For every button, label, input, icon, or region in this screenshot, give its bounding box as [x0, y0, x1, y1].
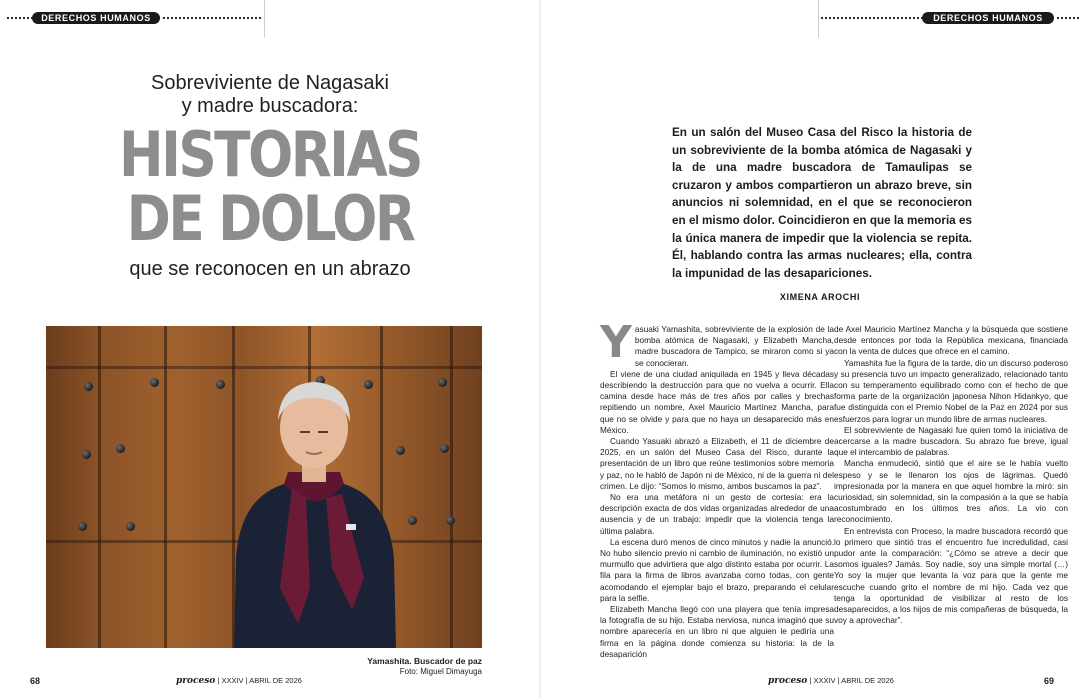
- drop-cap: Y: [600, 317, 632, 368]
- paragraph: Yamashita fue la figura de la tarde, dio un discurso poderoso y su presencia tuvo un impacto generalizado, relacionado tanto con su temperamento equilibrado como con el hecho de que forma parte de la organización japonesa Nihon Hidankyo, que fue distinguida con el Premio Nobel de la Paz en 2024 por sus esfuerzos para lograr un mundo libre de armas nucleares.: [834, 357, 1068, 424]
- kicker-line-1: Sobreviviente de Nagasaki: [151, 72, 389, 94]
- headline-line-2: DE DOLOR: [126, 182, 414, 255]
- kicker-line-2: y madre buscadora:: [181, 95, 359, 117]
- subheadline: que se reconocen en un abrazo: [129, 258, 411, 280]
- paragraph: de Axel Mauricio Martínez Mancha y la búsqueda que sostiene desde entonces por toda la República mexicana, financiada con la venta de dulces que ofrece en el camino.: [834, 324, 1068, 357]
- column-divider: [264, 0, 265, 38]
- photo-caption: Yamashita. Buscador de paz: [367, 656, 482, 666]
- footer-date: ABRIL DE 2026: [249, 676, 302, 685]
- column-divider: [818, 0, 819, 38]
- paragraph: El viene de una ciudad aniquilada en 1945 y lleva décadas describiendo la destrucción para que no vuelva a ocurrir. Ella camina desde hace más de tres años por calles y brechas repitiendo un nombre, Axel Mauricio Martínez Mancha, para que no se olvide y para que no haya un desaparecido más en México.: [600, 368, 834, 435]
- body-column-1: [600, 317, 834, 660]
- headline-line-1: HISTORIAS: [119, 118, 421, 191]
- photo-credit: Foto: Miguel Dimayuga: [399, 667, 482, 676]
- right-page: [540, 0, 1080, 698]
- man-portrait: [214, 348, 414, 648]
- brand-logo: proceso: [768, 676, 808, 686]
- footer-volume: XXXIV: [813, 676, 836, 685]
- paragraph: En entrevista con Proceso, la madre buscadora recordó que lo primero que sintió tras el encuentro fue incredulidad, casi pudor ante la comparación: “¿Cómo se atreve a decir que somos iguales? Jamás. Soy nadie, soy una simple mortal (…) Yo soy la mujer que levanta la voz para que la gente me escuche cuando grito el nombre de mi hijo. Cada vez que tenga la oportunidad de visibilizar al resto de los desaparecidos, a los hijos de mis compañeras de búsqueda, la voy a aprovechar”.: [834, 525, 1068, 626]
- section-label: DERECHOS HUMANOS: [32, 12, 160, 24]
- footer-date: ABRIL DE 2026: [841, 676, 894, 685]
- paragraph: La escena duró menos de cinco minutos y nadie la anunció. No hubo silencio previo ni cambio de iluminación, no existió un murmullo que advirtiera que algo distinto estaba por ocurrir. La fila para la firma de libros avanzaba como todas, con gente acomodando el ejemplar bajo el brazo, preparando el celular para la selfie.: [600, 536, 834, 603]
- footer-masthead: proceso | XXXIV | ABRIL DE 2026: [176, 676, 302, 686]
- byline: XIMENA AROCHI: [779, 292, 861, 302]
- footer-volume: XXXIV: [221, 676, 244, 685]
- dotted-rule: [820, 16, 922, 20]
- footer-masthead: proceso | XXXIV | ABRIL DE 2026: [768, 676, 894, 686]
- paragraph: asuaki Yamashita, sobreviviente de la explosión de la bomba atómica de Nagasaki, y Elizabeth Mancha, madre buscadora de Tampico, se miraron como si ya se conocieran.: [634, 324, 834, 368]
- dotted-rule: [162, 16, 262, 20]
- page-number: 68: [30, 676, 41, 686]
- portrait-photo: [46, 326, 482, 648]
- paragraph: No era una metáfora ni un gesto de cortesía: era la descripción exacta de dos vidas organizadas alrededor de una ausencia y de un trabajo: impedir que la violencia tenga la última palabra.: [600, 492, 834, 536]
- brand-logo: proceso: [176, 676, 216, 686]
- section-label: DERECHOS HUMANOS: [922, 12, 1054, 24]
- paragraph: Cuando Yasuaki abrazó a Elizabeth, el 11 de diciembre de 2025, en un salón del Museo Casa del Risco, durante la presentación de un libro que reúne testimonios sobre memoria y paz, no le habló de Japón ni de México, ni de la guerra ni del crimen. Le dijo: “Somos lo mismo, ambos buscamos la paz”.: [600, 436, 834, 491]
- dotted-rule: [6, 16, 32, 20]
- paragraph: El sobreviviente de Nagasaki fue quien tomó la iniciativa de acercarse a la madre buscadora. Su abrazo fue breve, igual que el intercambio de palabras.: [834, 424, 1068, 458]
- body-column-2: [834, 324, 1068, 626]
- dotted-rule: [1056, 16, 1080, 20]
- paragraph: Elizabeth Mancha llegó con una playera que tenía impresa la fotografía de su hijo. Estaba nerviosa, nunca imaginó que su nombre aparecería en un libro ni que alguien le pediría una firma en la página donde comienza su historia: la de la desaparición: [600, 604, 834, 659]
- paragraph: Mancha enmudeció, sintió que el aire se le había vuelto espeso y se le llenaron los ojos de lágrimas. Quedó impresionada por la manera en que aquel hombre la miró: sin curiosidad, sin solemnidad, sin la compasión a la que se había acostumbrado en los últimos tres años. La vio con reconocimiento.: [834, 458, 1068, 525]
- article-lede: En un salón del Museo Casa del Risco la historia de un sobreviviente de la bomba atómica de Nagasaki y la de una madre buscadora de Tamaulipas se cruzaron y ambos compartieron un abrazo breve, sin anuncios ni solemnidad, en el que se reconocieron en el mismo dolor. Coincidieron en que la memoria es la única manera de impedir que la violencia se repita. Él, hablando contra las armas nucleares; ella, contra la impunidad de las desapariciones.: [672, 126, 972, 280]
- page-number: 69: [1044, 676, 1055, 686]
